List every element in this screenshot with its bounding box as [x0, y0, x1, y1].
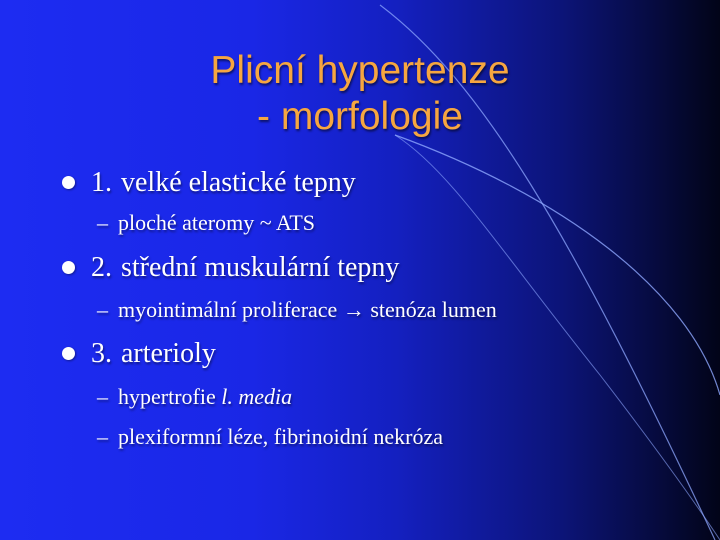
title-line-2: - morfologie [257, 95, 463, 138]
bullet-item-2 [62, 252, 399, 284]
sub-item-3-2 [97, 424, 443, 450]
bullet-text: střední muskulární tepny [121, 252, 400, 283]
sub-item-2-1 [97, 297, 497, 323]
bullet-number: 2. [91, 252, 112, 283]
title-line-1: Plicní hypertenze [210, 49, 510, 92]
sub-item-italic-text: l. media [221, 384, 293, 409]
bullet-number: 1. [91, 167, 112, 198]
bullet-icon [62, 176, 75, 189]
sub-item-text-before: myointimální proliferace [118, 297, 343, 322]
bullet-item-1 [62, 167, 356, 199]
sub-item-text-after: stenóza lumen [364, 297, 497, 322]
sub-item-1-1 [97, 210, 315, 236]
sub-item-text: ploché ateromy ~ ATS [118, 210, 316, 235]
decor-curve-arc [395, 135, 720, 395]
sub-item-text: plexiformní léze, fibrinoidní nekróza [118, 424, 443, 449]
sub-item-text: hypertrofie [118, 384, 222, 409]
dash-icon: – [97, 384, 108, 409]
bullet-icon [62, 261, 75, 274]
dash-icon: – [97, 297, 108, 322]
bullet-text: velké elastické tepny [121, 167, 356, 198]
bullet-text: arterioly [121, 338, 216, 369]
dash-icon: – [97, 424, 108, 449]
sub-item-3-1 [97, 384, 292, 410]
slide-title [130, 48, 590, 140]
decor-curve-inner [395, 135, 720, 540]
arrow-right-icon: → [342, 297, 365, 322]
bullet-number: 3. [91, 338, 112, 369]
dash-icon: – [97, 210, 108, 235]
bullet-item-3 [62, 338, 216, 370]
bullet-icon [62, 347, 75, 360]
